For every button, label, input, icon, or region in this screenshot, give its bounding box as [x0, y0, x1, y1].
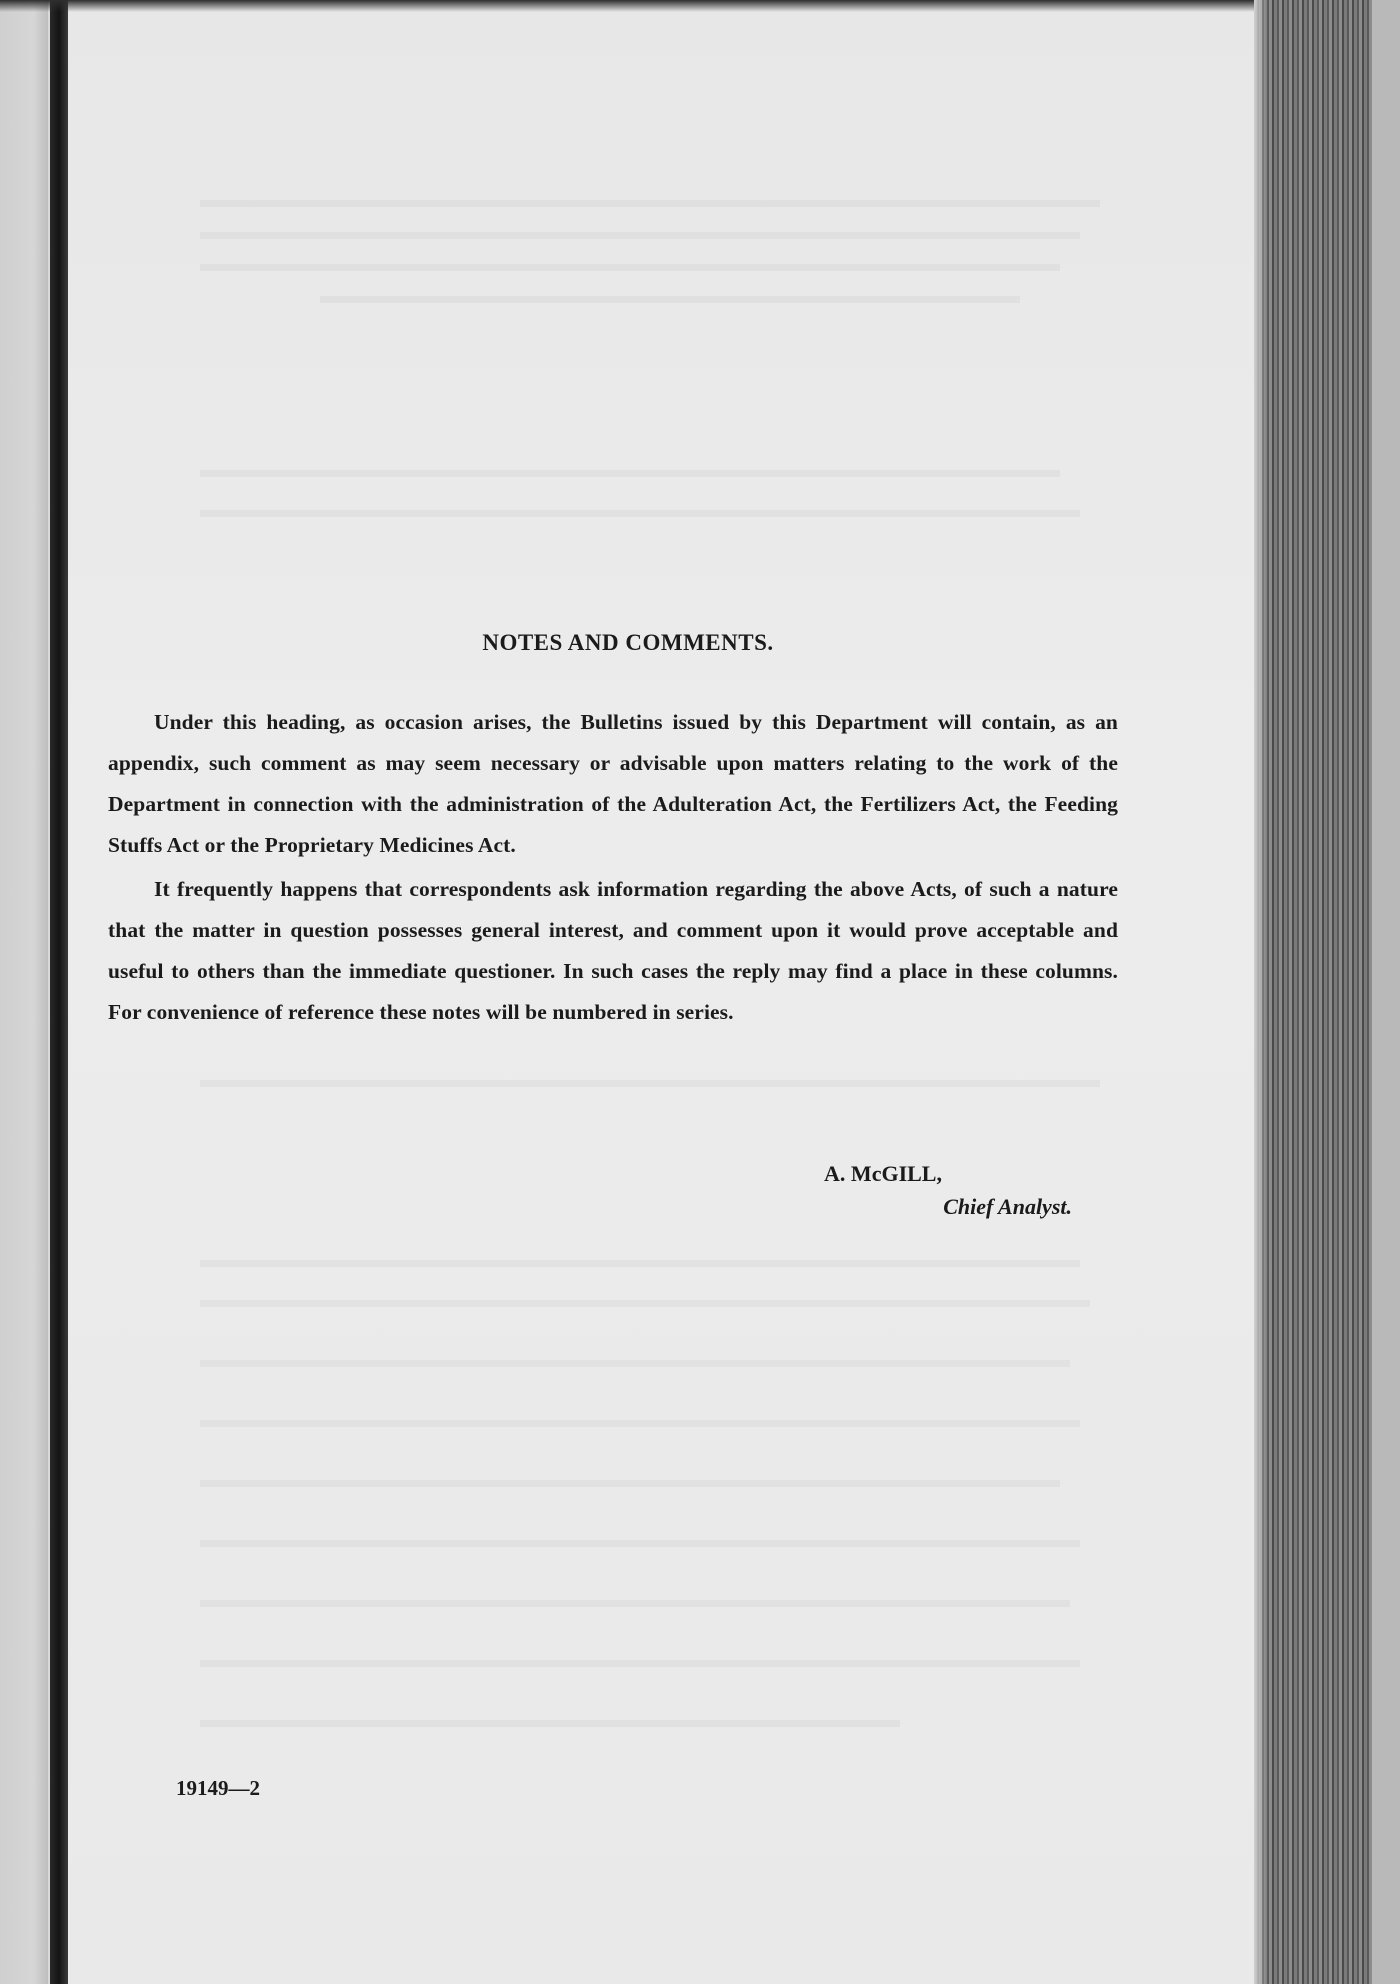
bleed-through-line — [200, 1480, 1060, 1487]
bleed-through-line — [200, 1660, 1080, 1667]
page-edge-fade — [1254, 0, 1268, 1984]
signatory-title: Chief Analyst. — [943, 1194, 1072, 1219]
signatory-name: A. McGILL, — [824, 1161, 942, 1186]
bleed-through-line — [200, 1360, 1070, 1367]
paragraph-intro: Under this heading, as occasion arises, the Bulletins issued by this Department will contain, as an appendix, such comment as may seem necessary or advisable upon matters relating to the work of the Department in connection with the administration of the Adulteration Act, the Fertilizers Act, the Feeding Stuffs Act or the Proprietary Medicines Act. — [108, 710, 1118, 857]
bleed-through-line — [200, 232, 1080, 239]
bleed-through-line — [200, 1540, 1080, 1547]
bleed-through-line — [200, 1600, 1070, 1607]
page-code: 19149—2 — [176, 1776, 260, 1800]
section-heading: NOTES AND COMMENTS. — [482, 630, 774, 655]
bleed-through-line — [200, 1080, 1100, 1087]
bleed-through-line — [200, 200, 1100, 207]
bleed-through-line — [200, 1720, 900, 1727]
bleed-through-line — [200, 1300, 1090, 1307]
right-background — [1372, 0, 1400, 1984]
bleed-through-line — [200, 1420, 1080, 1427]
bleed-through-line — [200, 264, 1060, 271]
top-shadow — [0, 0, 1400, 12]
signature-block — [108, 1158, 1072, 1224]
bleed-through-line — [200, 510, 1080, 517]
paragraph-correspondence: It frequently happens that correspondents ask information regarding the above Acts, of such a nature that the matter in question possesses general interest, and comment upon it would prove acceptable and useful to others than the immediate questioner. In such cases the reply may find a place in these columns. For convenience of reference these notes will be numbered in series. — [108, 877, 1118, 1024]
notes-section — [108, 630, 1118, 1036]
book-binding — [50, 0, 68, 1984]
bleed-through-line — [200, 470, 1060, 477]
bleed-through-line — [200, 1260, 1080, 1267]
bleed-through-line — [320, 296, 1020, 303]
left-page-margin — [0, 0, 48, 1984]
